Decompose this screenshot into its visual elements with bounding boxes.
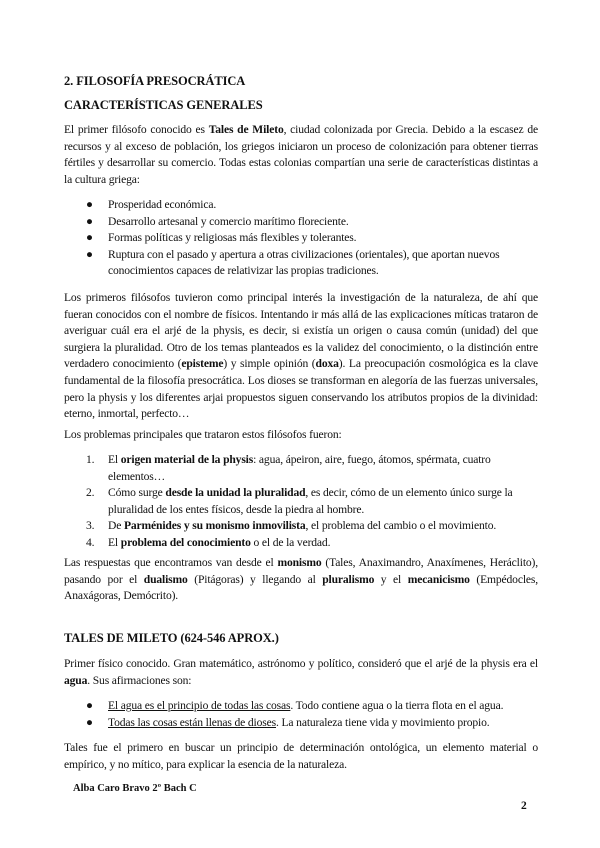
list-item: 4. El problema del conocimiento o el de la verdad. bbox=[86, 535, 331, 549]
bullet-icon: ● bbox=[86, 214, 93, 228]
physis-paragraph: Los primeros filósofos tuvieron como principal interés la investigación de la naturaleza, de ahí que fueran conocidos con el nombre de físicos. Intentando ir más allá de las explicaciones míticas trataron de averiguar cuál era el arjé de la physis, es decir, si existía un origen o causa común (unidad) del que surgiera la pluralidad. Otro de los temas planteados es la validez del conocimiento, o la distinción entre verdadero conocimiento (episteme) y simple opinión (doxa). La preocupación cosmológica es la clave fundamental de la filosofía presocrática. Los dioses se transforman en alegoría de las fuerzas universales, pero la physis y los diferentes arjai propuestos siguen conservando los atributos propios de la divinidad: eterno, inmortal, perfecto… bbox=[64, 291, 538, 421]
problems-list bbox=[64, 452, 538, 552]
tales-claims-list bbox=[64, 698, 538, 731]
list-item: ● Ruptura con el pasado y apertura a otras civilizaciones (orientales), que aportan nuevos conocimientos capaces de relativizar las propias tradiciones. bbox=[86, 247, 500, 278]
answers-paragraph: Las respuestas que encontramos van desde el monismo (Tales, Anaximandro, Anaxímenes, Heráclito), pasando por el dualismo (Pitágoras) y llegando al pluralismo y el mecanicismo (Empédocles, Anaxágoras, Demócrito). bbox=[64, 556, 538, 603]
page-number: 2 bbox=[521, 800, 527, 812]
characteristics-list bbox=[64, 197, 538, 280]
bullet-icon: ● bbox=[86, 247, 93, 261]
tales-name: Tales de Mileto bbox=[208, 123, 284, 136]
bullet-icon: ● bbox=[86, 198, 93, 211]
problems-intro: Los problemas principales que trataron estos filósofos fueron: bbox=[64, 428, 342, 441]
bullet-icon: ● bbox=[86, 231, 93, 245]
list-item: ● Formas políticas y religiosas más flexibles y tolerantes. bbox=[64, 230, 538, 247]
footer-author: Alba Caro Bravo 2º Bach C bbox=[73, 783, 197, 794]
section-title: 2. FILOSOFÍA PRESOCRÁTICA bbox=[64, 74, 246, 88]
list-item: 2. Cómo surge desde la unidad la pluralidad, es decir, cómo de un elemento único surge la pluralidad de los entes físicos, desde la piedra al hombre. bbox=[86, 486, 513, 516]
tales-intro: Primer físico conocido. Gran matemático, astrónomo y político, consideró que el arjé de la physis era el agua. Sus afirmaciones son: bbox=[64, 657, 538, 687]
list-item: 3. De Parménides y su monismo inmovilista, el problema del cambio o el movimiento. bbox=[86, 519, 497, 533]
tales-heading: TALES DE MILETO (624-546 APROX.) bbox=[64, 631, 279, 645]
list-item: ● Todas las cosas están llenas de dioses. La naturaleza tiene vida y movimiento propio. bbox=[64, 715, 538, 732]
list-item: ● Prosperidad económica. bbox=[64, 197, 538, 214]
tales-closing-paragraph: Tales fue el primero en buscar un principio de determinación ontológica, un elemento material o empírico, y no mítico, para explicar la esencia de la naturaleza. bbox=[64, 741, 538, 771]
bullet-icon: ● bbox=[86, 699, 93, 712]
bullet-icon: ● bbox=[86, 715, 93, 729]
list-item: ● El agua es el principio de todas las cosas. Todo contiene agua o la tierra flota en el agua. bbox=[64, 698, 538, 715]
subheading-general: CARACTERÍSTICAS GENERALES bbox=[64, 98, 263, 112]
list-item: 1. El origen material de la physis: agua, ápeiron, aire, fuego, átomos, spérmata, cuatro elementos… bbox=[86, 453, 491, 483]
list-item: ● Desarrollo artesanal y comercio marítimo floreciente. bbox=[64, 214, 538, 231]
intro-paragraph: El primer filósofo conocido es Tales de Mileto, ciudad colonizada por Grecia. Debido a la escasez de recursos y al exceso de población, los griegos iniciaron un proceso de colonización para obtener tierras fértiles y desarrollar su comercio. Todas estas colonias compartían una serie de características distintas a la cultura griega: bbox=[64, 123, 538, 186]
